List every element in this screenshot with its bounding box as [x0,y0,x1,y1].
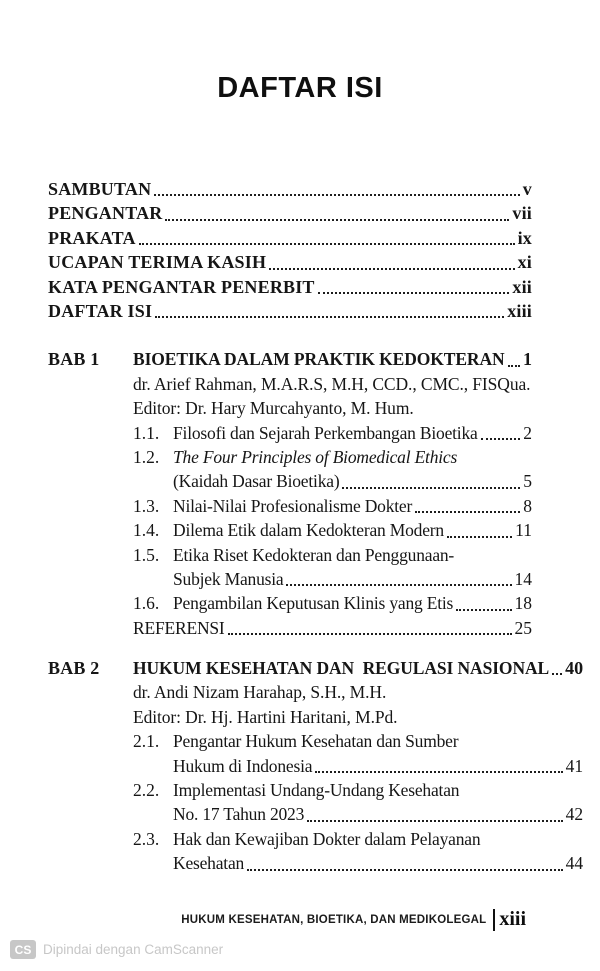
chapter-1-label: BAB 1 [48,349,100,370]
section-number: 2.2. [133,780,160,801]
table-of-contents [48,177,584,876]
section-number: 1.3. [133,495,160,516]
toc-entry-label: UCAPAN TERIMA KASIH [48,252,267,273]
section-1-6 [133,591,532,615]
toc-entry-pengantar [48,201,532,225]
camscanner-watermark [10,940,223,959]
section-line [173,518,532,542]
section-line [173,802,583,826]
section-text: Dilema Etik dalam Kedokteran Modern [173,520,444,541]
chapter-1-page: 1 [523,349,532,370]
section-text: Pengantar Hukum Kesehatan dan Sumber [173,731,459,752]
section-1-2 [133,445,532,494]
section-line [173,469,532,493]
section-number: 1.5. [133,544,160,565]
section-line [173,729,583,753]
section-2-3 [133,827,583,876]
section-page: 42 [565,804,584,825]
section-line [173,591,532,615]
toc-entry-label: KATA PENGANTAR PENERBIT [48,276,315,297]
dot-leader [481,438,521,440]
toc-entry-label: DAFTAR ISI [48,300,153,321]
section-page: 41 [565,755,584,776]
section-2-2 [133,778,583,827]
section-page: 5 [523,471,532,492]
toc-entry-daftar-isi [48,299,532,323]
toc-entry-kata-pengantar-penerbit [48,275,532,299]
chapter-1-title-row [133,347,532,371]
section-number: 1.6. [133,593,160,614]
section-1-3 [133,494,532,518]
section-number: 2.1. [133,731,160,752]
section-line [173,421,532,445]
camscanner-icon: CS [10,940,36,959]
footer-divider [493,909,495,931]
section-page: 11 [515,520,532,541]
section-page: 2 [523,422,532,443]
chapter-2-page: 40 [565,658,584,679]
section-page: 14 [514,568,532,589]
toc-entry-page: xi [517,252,532,273]
section-line [173,754,583,778]
dot-leader [228,633,512,635]
section-number: 2.3. [133,828,160,849]
dot-leader [415,511,520,513]
dot-leader [307,820,562,822]
toc-entry-sambutan [48,177,532,201]
section-text: Kesehatan [173,853,245,874]
section-2-1 [133,729,583,778]
dot-leader [165,219,509,221]
dot-leader [154,194,520,196]
section-page: 18 [514,593,532,614]
toc-entry-prakata [48,226,532,250]
section-text: Hukum di Indonesia [173,755,313,776]
chapter-1-content [133,347,532,640]
toc-entry-page: vii [512,203,532,224]
toc-entry-label: PENGANTAR [48,203,163,224]
section-number: 1.1. [133,422,160,443]
section-text: Filosofi dan Sejarah Perkembangan Bioetika [173,422,478,443]
dot-leader [139,243,515,245]
toc-entry-ucapan-terima-kasih [48,250,532,274]
chapter-1-editor: Editor: Dr. Hary Murcahyanto, M. Hum. [133,398,414,419]
dot-leader [456,609,511,611]
section-line [173,445,532,469]
toc-entry-page: v [522,178,532,199]
section-line [173,567,532,591]
chapter-1-authors: dr. Arief Rahman, M.A.R.S, M.H, CCD., CMC., FISQua. [133,373,531,394]
section-text: Subjek Manusia [173,568,284,589]
toc-entry-page: xiii [507,300,532,321]
section-1-4 [133,518,532,542]
dot-leader [247,869,563,871]
section-line [173,494,532,518]
section-page: 8 [523,495,532,516]
dot-leader [155,316,504,318]
chapter-1-title: BIOETIKA DALAM PRAKTIK KEDOKTERAN [133,349,505,370]
toc-entry-page: xii [512,276,532,297]
camscanner-text: Dipindai dengan CamScanner [43,942,224,957]
dot-leader [447,536,512,538]
dot-leader [286,584,511,586]
toc-entry-label: SAMBUTAN [48,178,152,199]
dot-leader [315,771,562,773]
chapter-2-editor: Editor: Dr. Hj. Hartini Haritani, M.Pd. [133,706,398,727]
section-text: No. 17 Tahun 2023 [173,804,305,825]
referensi-row [133,616,532,640]
referensi-page: 25 [514,617,532,638]
dot-leader [552,673,562,675]
chapter-2-title: HUKUM KESEHATAN DAN REGULASI NASIONAL [133,658,550,679]
section-text: The Four Principles of Biomedical Ethics [173,446,458,467]
chapter-2-authors: dr. Andi Nizam Harahap, S.H., M.H. [133,682,387,703]
section-text: (Kaidah Dasar Bioetika) [173,471,340,492]
section-text: Nilai-Nilai Profesionalisme Dokter [173,495,413,516]
section-1-5 [133,543,532,592]
page-title: DAFTAR ISI [217,72,383,104]
running-book-title: HUKUM KESEHATAN, BIOETIKA, DAN MEDIKOLEGAL [181,913,487,926]
referensi-label: REFERENSI [133,617,225,638]
dot-leader [342,487,520,489]
page-footer [181,908,526,931]
section-text: Pengambilan Keputusan Klinis yang Etis [173,593,454,614]
chapter-2-title-row [133,656,583,680]
chapter-1 [48,347,532,640]
section-text: Hak dan Kewajiban Dokter dalam Pelayanan [173,828,481,849]
section-1-1 [133,421,532,445]
section-text: Implementasi Undang-Undang Kesehatan [173,780,460,801]
toc-entry-page: ix [517,227,532,248]
folio-page-number: xiii [499,908,526,930]
chapter-2 [48,656,584,876]
chapter-2-content [133,656,583,876]
section-line [173,543,532,567]
section-number: 1.4. [133,520,160,541]
section-page: 44 [565,853,584,874]
section-line [173,851,583,875]
section-line [173,827,583,851]
chapter-2-label: BAB 2 [48,658,100,679]
dot-leader [269,268,514,270]
dot-leader [318,292,510,294]
toc-entry-label: PRAKATA [48,227,136,248]
dot-leader [508,365,520,367]
section-text: Etika Riset Kedokteran dan Penggunaan- [173,544,455,565]
section-line [173,778,583,802]
section-number: 1.2. [133,446,160,467]
